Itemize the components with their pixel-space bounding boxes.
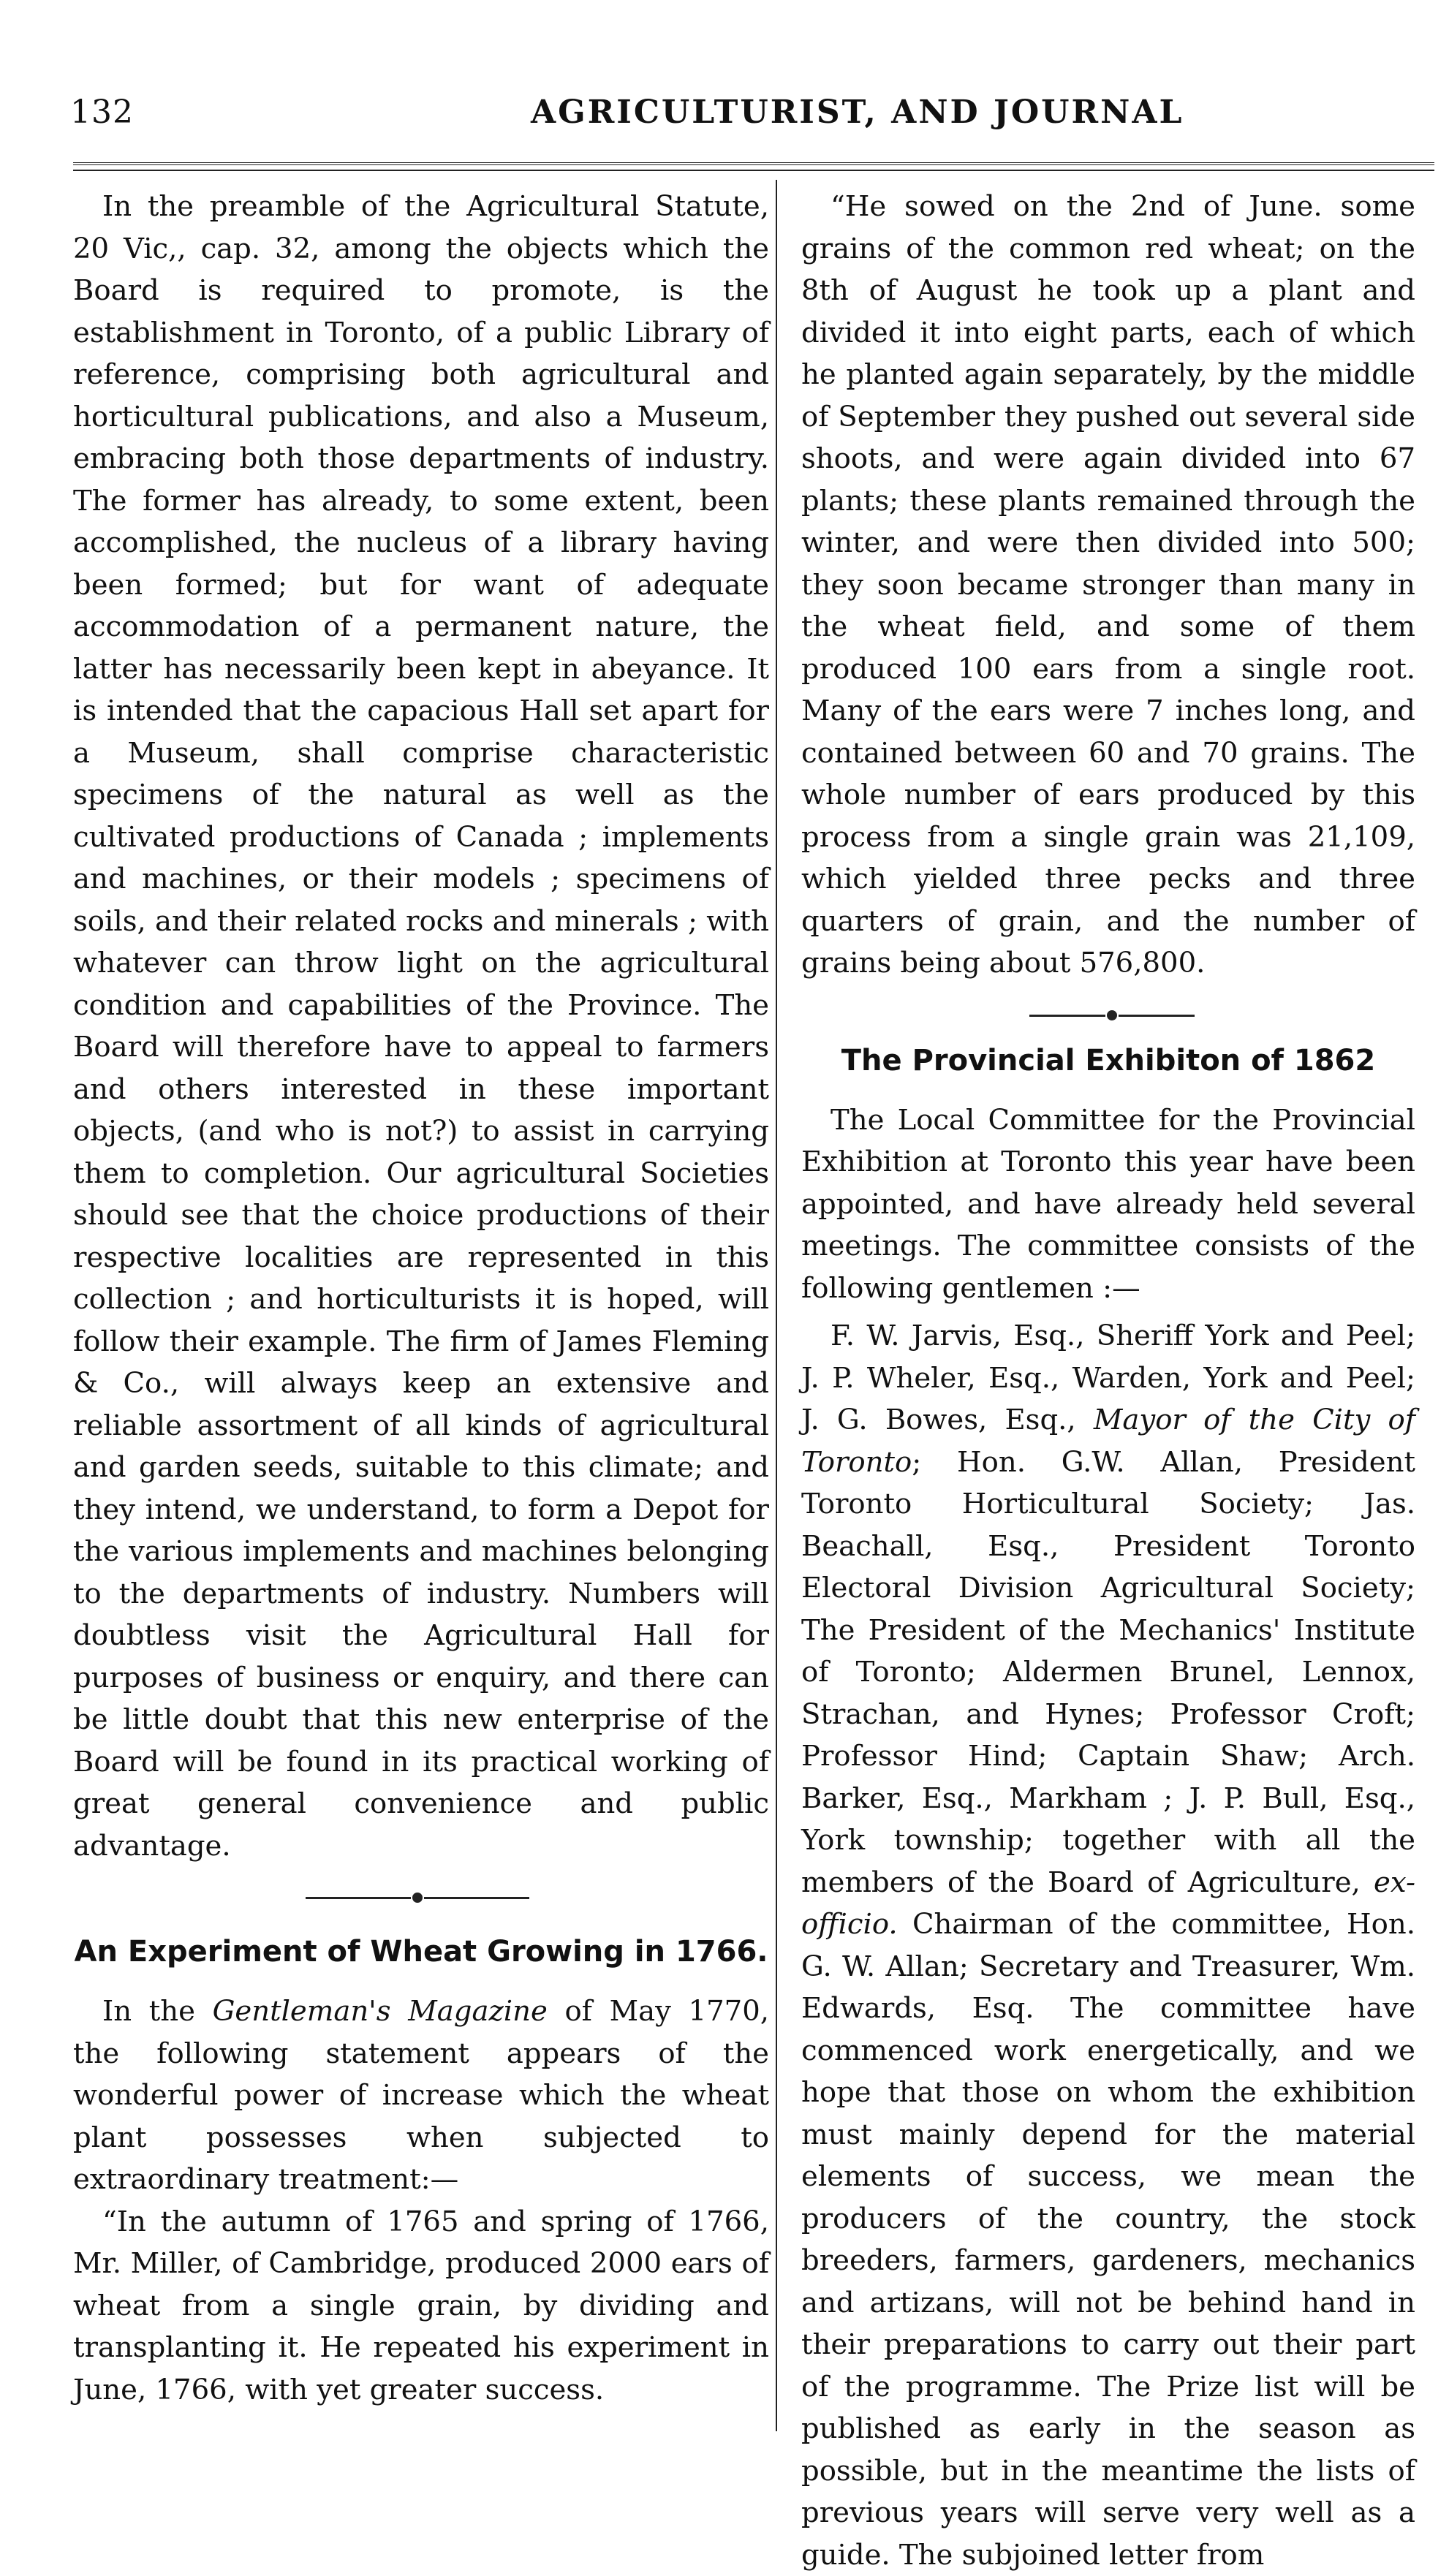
magazine-title: Gentleman's Magazine xyxy=(212,1995,548,2028)
left-column xyxy=(73,186,769,2411)
wheat-division-paragraph: “He sowed on the 2nd of June. some grains of the common red wheat; on the 8th of August he took up a plant and divided it into eight parts, each of which he planted again separately, by the middle of September they pushed out several side shoots, and were again divided into 67 plants; these plants remained through the winter, and were then divided into 500; they soon became stronger than many in the wheat field, and some of them produced 100 ears from a single root. Many of the ears were 7 inches long, and contained between 60 and 70 grains. The whole number of ears produced by this process from a single grain was 21,109, which yielded three pecks and three quarters of grain, and the number of grains being about 576,800. xyxy=(801,190,1415,980)
members-mayor: Mayor of the City of Toronto xyxy=(801,1403,1416,1479)
members-part-e: Chairman of the committee, Hon. G. W. Allan; Secretary and Treasurer, Wm. Edwards, Esq. The committee have commenced work energetically, and we hope that those on whom the exhibition must mainly depend for the material elements of success, we mean the producers of the country, the stock breeders, farmers, gardeners, mechanics and artizans, will not be behind hand in their preparations to carry out their part of the programme. The Prize list will be published as early in the season as possible, but in the meantime the lists of previous years will serve very well as a guide. The subjoined letter from xyxy=(801,1908,1415,2572)
para-lead: In the xyxy=(102,1995,213,2028)
ex-officio: ex-officio. xyxy=(801,1865,1415,1941)
section-ornament xyxy=(73,1883,769,1912)
column-divider xyxy=(776,180,777,2431)
page-header xyxy=(70,94,1430,145)
page-number: 132 xyxy=(70,94,134,131)
provincial-exhibition-heading: The Provincial Exhibiton of 1862 xyxy=(841,1043,1376,1077)
local-committee-paragraph: The Local Committee for the Provincial Exhibition at Toronto this year have been appointed, and have already held several meetings. The committee consists of the following gentlemen :— xyxy=(801,1103,1415,1305)
wheat-experiment-heading: An Experiment of Wheat Growing in 1766. xyxy=(74,1935,768,1969)
para-rest: of May 1770, the following statement appears of the wonderful power of increase which the wheat plant possesses when subjected to extraordinary treatment:— xyxy=(73,1995,770,2196)
gentlemans-magazine-paragraph xyxy=(73,1990,769,2201)
header-rule xyxy=(73,162,1434,165)
members-part-a: F. W. Jarvis, Esq., Sheriff York and Peel; J. P. Wheler, Esq., Warden, York and Peel; J. G. Bowes, Esq., xyxy=(801,1319,1415,1436)
section-ornament-right xyxy=(801,1001,1415,1030)
committee-members-paragraph xyxy=(801,1315,1415,2576)
running-title: AGRICULTURIST, AND JOURNAL xyxy=(531,94,1184,131)
header-rule-thin xyxy=(73,170,1434,171)
museum-library-paragraph: In the preamble of the Agricultural Statute, 20 Vic,, cap. 32, among the objects which the Board is required to promote, is the establishment in Toronto, of a public Library of reference, comprising both agricultural and horticultural publications, and also a Museum, embracing both those departments of industry. The former has already, to some extent, been accomplished, the nucleus of a library having been formed; but for want of adequate accommodation of a permanent nature, the latter has necessarily been kept in abeyance. It is intended that the capacious Hall set apart for a Museum, shall comprise characteristic specimens of the natural as well as the cultivated productions of Canada ; implements and machines, or their models ; specimens of soils, and their related rocks and minerals ; with whatever can throw light on the agricultural condition and capabilities of the Province. The Board will therefore have to appeal to farmers and others interested in these important objects, (and who is not?) to assist in carrying them to completion. Our agricultural Societies should see that the choice productions of their respective localities are represented in this collection ; and horticulturists it is hoped, will follow their example. The firm of James Fleming & Co., will always keep an extensive and reliable assortment of all kinds of agricultural and garden seeds, suitable to this climate; and they intend, we understand, to form a Depot for the various implements and machines belonging to the departments of industry. Numbers will doubtless visit the Agricultural Hall for purposes of business or enquiry, and there can be little doubt that this new enterprise of the Board will be found in its practical working of great general convenience and public advantage. xyxy=(73,190,769,1863)
right-column xyxy=(801,186,1415,2576)
miller-paragraph: “In the autumn of 1765 and spring of 1766, Mr. Miller, of Cambridge, produced 2000 ears of wheat from a single grain, by dividing and transplanting it. He repeated his experiment in June, 1766, with yet greater success. xyxy=(73,2205,769,2406)
members-part-c: ; Hon. G.W. Allan, President Toronto Horticultural Society; Jas. Beachall, Esq., President Toronto Electoral Division Agricultural Society; The President of the Mechanics' Institute of Toronto; Aldermen Brunel, Lennox, Strachan, and Hynes; Professor Croft; Professor Hind; Captain Shaw; Arch. Barker, Esq., Markham ; J. P. Bull, Esq., York township; together with all the members of the Board of Agriculture, xyxy=(801,1445,1415,1899)
